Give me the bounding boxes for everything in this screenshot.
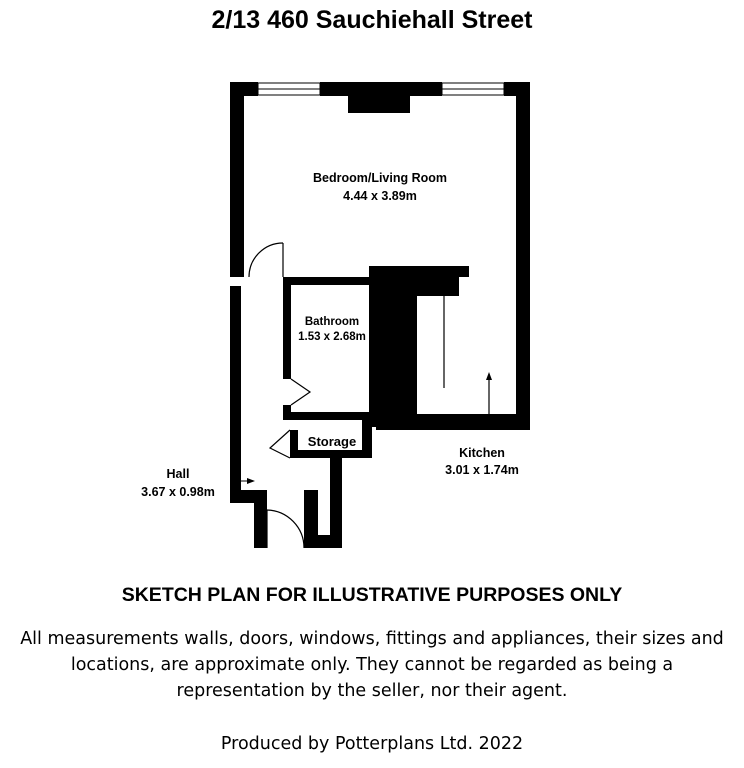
hall-right-wall	[330, 450, 342, 548]
left-outer-wall-upper	[230, 82, 244, 277]
page-title: 2/13 460 Sauchiehall Street	[211, 6, 533, 34]
bathroom-door	[291, 379, 310, 405]
bathroom-bottom-wall	[283, 412, 373, 420]
storage-right-wall	[362, 418, 372, 458]
top-wall-middle	[320, 82, 442, 96]
room-labels	[141, 171, 519, 499]
kitchen-counter-step	[369, 266, 459, 296]
right-outer-wall	[516, 82, 530, 430]
chimney-breast	[348, 95, 410, 113]
bedroom-door-swing	[249, 243, 283, 277]
left-outer-wall-lower	[230, 286, 241, 503]
storage-bottom-wall	[290, 450, 370, 458]
disclaimer-text: All measurements walls, doors, windows, fittings and appliances, their sizes and locations, are approximate only. They cannot be regarded as being a representation by the seller, nor their agent.	[20, 629, 724, 701]
storage-label: Storage	[307, 434, 357, 449]
bathroom-top-wall	[283, 277, 378, 285]
bedroom-dims: 4.44 x 3.89m	[343, 189, 417, 203]
producer-credit: Produced by Potterplans Ltd. 2022	[220, 734, 524, 754]
front-door-swing	[267, 510, 304, 548]
hall-left-foot	[254, 490, 267, 548]
kitchen-dims: 3.01 x 1.74m	[445, 463, 519, 477]
hall-label: Hall	[166, 467, 190, 481]
bathroom-dims: 1.53 x 2.68m	[298, 331, 366, 343]
disclaimer-heading: SKETCH PLAN FOR ILLUSTRATIVE PURPOSES ONLY	[121, 584, 623, 606]
hall-dims: 3.67 x 0.98m	[141, 485, 215, 499]
bathroom-label: Bathroom	[304, 316, 360, 328]
kitchen-arrow-head	[486, 372, 492, 380]
storage-door	[270, 430, 290, 458]
kitchen-label: Kitchen	[459, 446, 505, 460]
bedroom-label: Bedroom/Living Room	[312, 171, 448, 185]
walls	[230, 82, 530, 548]
storage-left-wall	[290, 430, 298, 458]
bathroom-left-wall-upper	[283, 277, 291, 379]
service-duct	[369, 277, 417, 427]
